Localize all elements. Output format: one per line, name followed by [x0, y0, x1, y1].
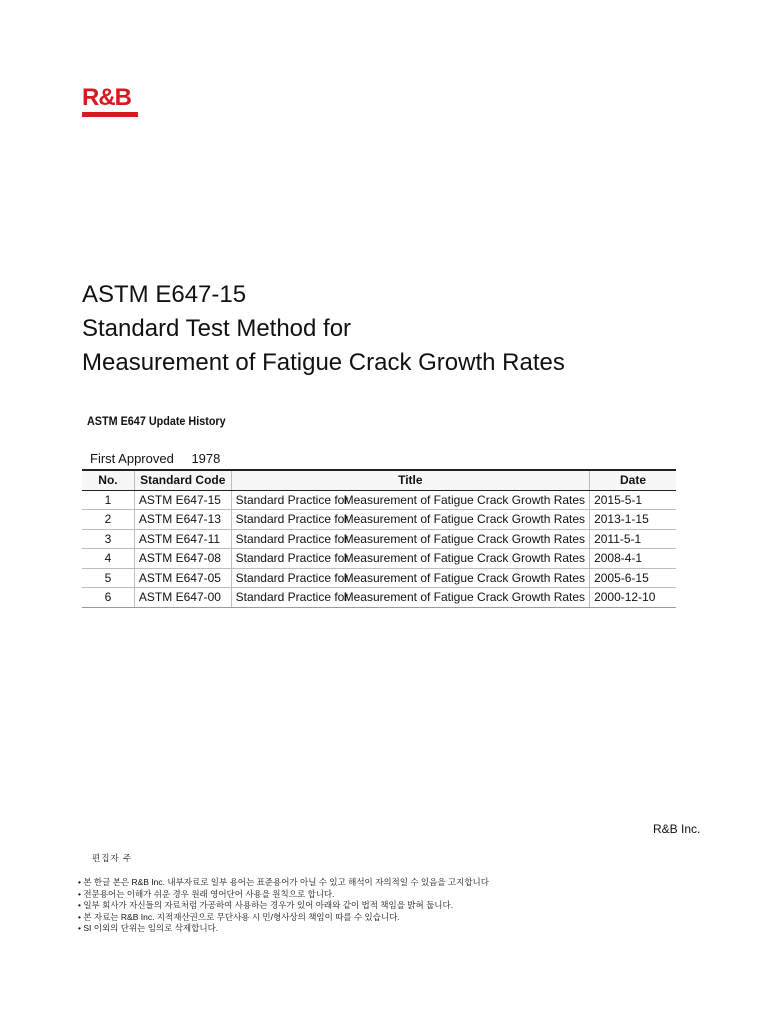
row-title: [231, 529, 589, 549]
column-header-title: Title: [231, 470, 589, 490]
row-title-prefix: Standard Practice for: [235, 551, 349, 566]
logo-underline: [82, 112, 138, 117]
row-title-prefix: Standard Practice for: [235, 531, 349, 546]
row-standard-code: ASTM E647-13: [134, 510, 231, 530]
row-standard-code: ASTM E647-15: [134, 490, 231, 510]
row-standard-code: ASTM E647-00: [134, 588, 231, 608]
editor-note: • 전문용어는 이해가 쉬운 경우 원래 영어단어 사용을 원칙으로 합니다.: [78, 889, 489, 901]
row-standard-code: ASTM E647-11: [134, 529, 231, 549]
editor-note: • 본 한글 본은 R&B Inc. 내부자료로 일부 용어는 표준용어가 아닐 수 있고 해석이 자의적일 수 있음을 고지합니다: [78, 877, 489, 889]
document-title: [82, 278, 565, 380]
row-no: 5: [82, 568, 134, 588]
table-row: [82, 549, 676, 569]
editor-notes-list: [78, 877, 489, 935]
row-title: [231, 588, 589, 608]
row-title: [231, 490, 589, 510]
row-title-main: Measurement of Fatigue Crack Growth Rates: [343, 551, 586, 566]
row-title-prefix: Standard Practice for: [235, 512, 349, 527]
title-standard-code: ASTM E647-15: [82, 281, 247, 308]
update-history-heading: ASTM E647 Update History: [87, 414, 226, 428]
row-title-main: Measurement of Fatigue Crack Growth Rates: [343, 531, 586, 546]
update-history-table: [82, 469, 676, 608]
table-row: [82, 490, 676, 510]
column-header-no: No.: [82, 470, 134, 490]
row-no: 4: [82, 549, 134, 569]
row-no: 6: [82, 588, 134, 608]
row-no: 3: [82, 529, 134, 549]
editor-note: • SI 이외의 단위는 임의로 삭제합니다.: [78, 923, 489, 935]
row-title-main: Measurement of Fatigue Crack Growth Rates: [343, 492, 586, 507]
table-header-row: [82, 470, 676, 490]
company-name: R&B Inc.: [653, 822, 701, 836]
table-row: [82, 588, 676, 608]
editor-note: • 일부 회사가 자신들의 자료처럼 가공하여 사용하는 경우가 있어 아래와 같이 법적 책임을 밝혀 둡니다.: [78, 900, 489, 912]
row-date: 2005-6-15: [590, 568, 676, 588]
row-title-main: Measurement of Fatigue Crack Growth Rates: [343, 570, 586, 585]
row-date: 2000-12-10: [590, 588, 676, 608]
column-header-standard-code: Standard Code: [134, 470, 231, 490]
row-title-prefix: Standard Practice for: [235, 590, 349, 605]
row-date: 2008-4-1: [590, 549, 676, 569]
table-row: [82, 510, 676, 530]
first-approved: [90, 451, 220, 466]
row-title-main: Measurement of Fatigue Crack Growth Rates: [343, 512, 586, 527]
row-no: 2: [82, 510, 134, 530]
first-approved-year: 1978: [191, 451, 221, 466]
title-line-2: Standard Test Method for: [82, 315, 352, 342]
row-title-prefix: Standard Practice for: [235, 570, 349, 585]
row-title: [231, 549, 589, 569]
row-date: 2013-1-15: [590, 510, 676, 530]
row-no: 1: [82, 490, 134, 510]
row-title-main: Measurement of Fatigue Crack Growth Rates: [343, 590, 586, 605]
row-title: [231, 510, 589, 530]
editor-notes-heading: 편집자 주: [92, 853, 133, 863]
logo-text: R&B: [82, 84, 131, 111]
row-title-prefix: Standard Practice for: [235, 492, 349, 507]
row-standard-code: ASTM E647-05: [134, 568, 231, 588]
company-logo: [82, 86, 138, 117]
column-header-date: Date: [590, 470, 676, 490]
row-date: 2011-5-1: [590, 529, 676, 549]
editor-note: • 본 자료는 R&B Inc. 지적재산권으로 무단사용 시 민/형사상의 책임이 따를 수 있습니다.: [78, 912, 489, 924]
table-row: [82, 529, 676, 549]
title-line-3: Measurement of Fatigue Crack Growth Rates: [82, 349, 565, 376]
table-row: [82, 568, 676, 588]
first-approved-label: First Approved: [90, 451, 174, 466]
row-title: [231, 568, 589, 588]
row-standard-code: ASTM E647-08: [134, 549, 231, 569]
row-date: 2015-5-1: [590, 490, 676, 510]
